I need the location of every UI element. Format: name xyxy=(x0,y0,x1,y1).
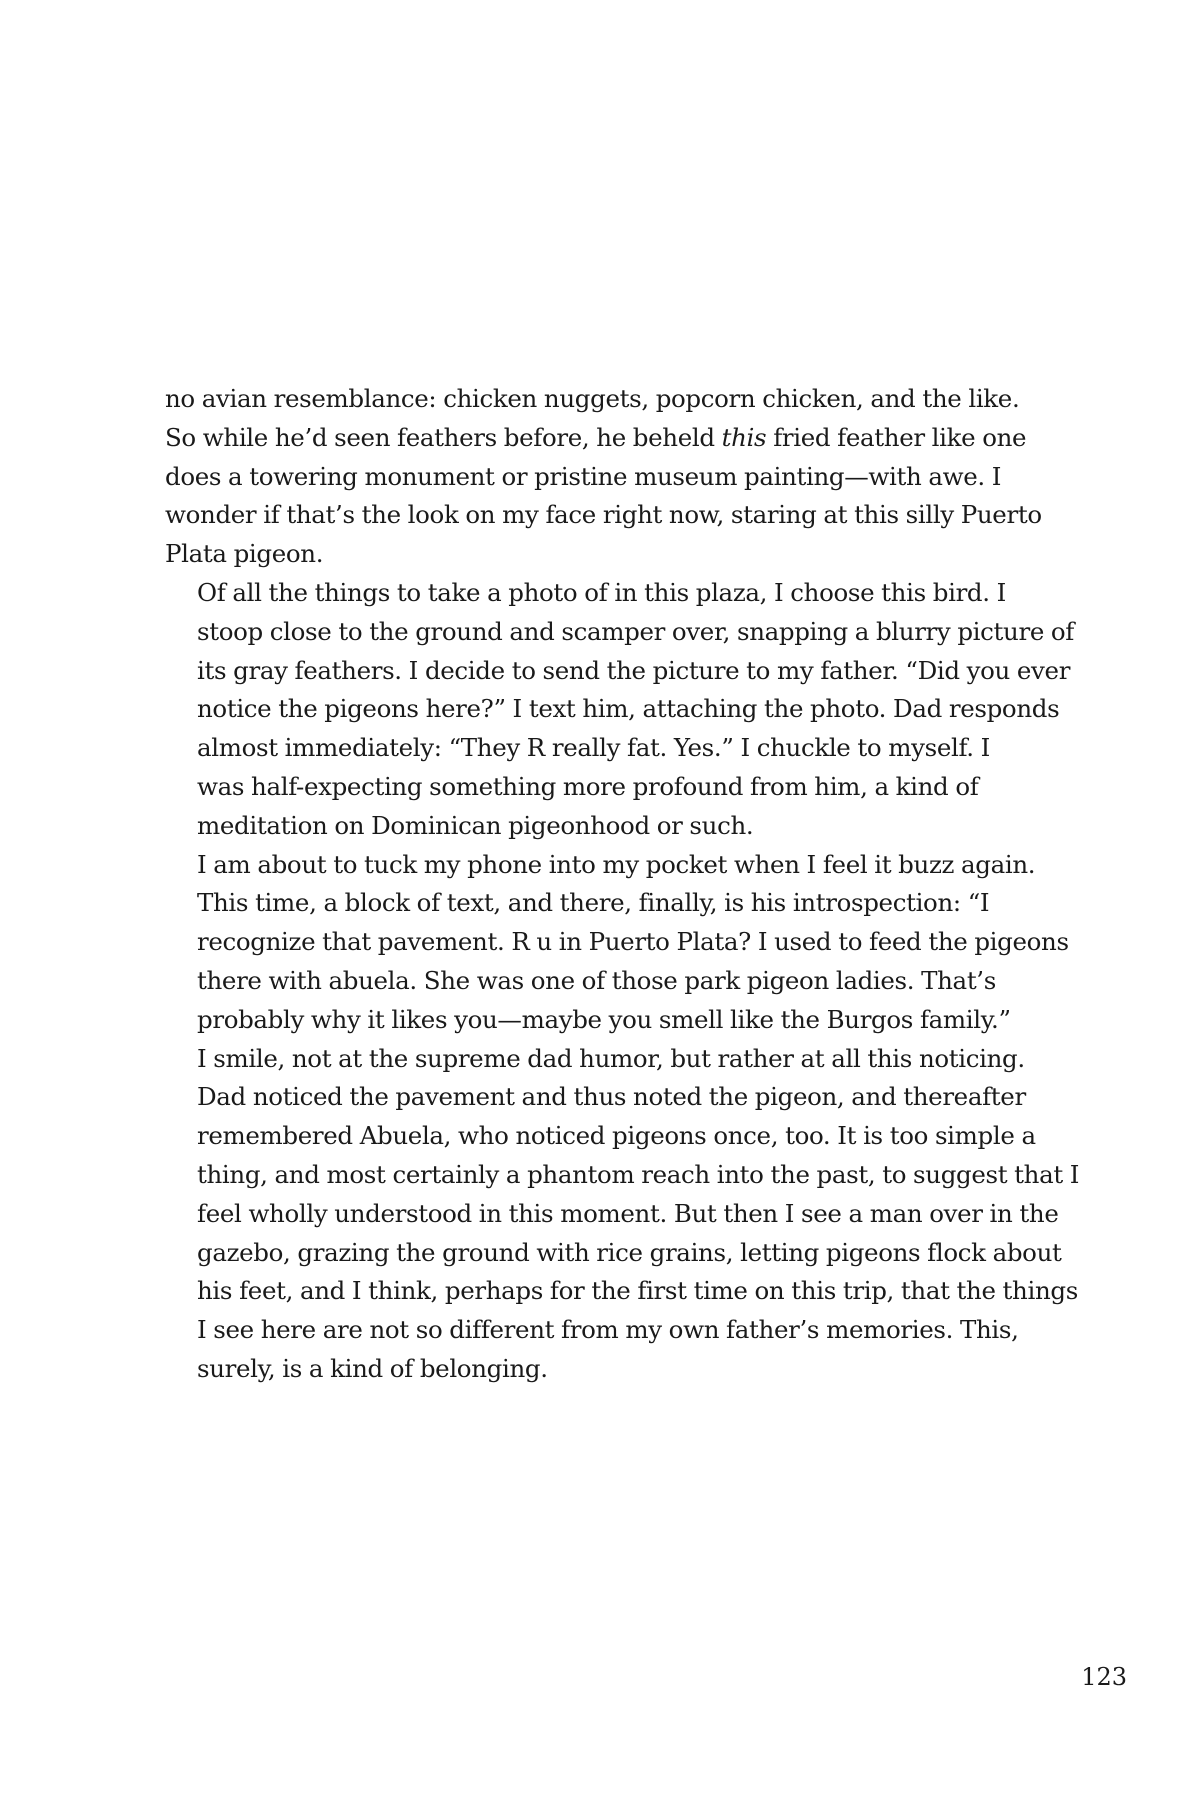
text-line: feel wholly understood in this moment. But then I see a man over in the xyxy=(197,1198,1059,1228)
text-line: meditation on Dominican pigeonhood or such. xyxy=(197,810,754,840)
page-body xyxy=(165,380,1080,1389)
text-line: I am about to tuck my phone into my pocket when I feel it buzz again. xyxy=(197,849,1036,879)
text-line: its gray feathers. I decide to send the picture to my father. “Did you ever xyxy=(197,655,1071,685)
text-line: remembered Abuela, who noticed pigeons once, too. It is too simple a xyxy=(197,1121,1036,1151)
text-line: almost immediately: “They R really fat. Yes.” I chuckle to myself. I xyxy=(197,733,991,763)
text-line: I smile, not at the supreme dad humor, but rather at all this noticing. xyxy=(197,1043,1025,1073)
text-line: I see here are not so different from my own father’s memories. This, xyxy=(197,1315,1019,1345)
text-run: So while he’d seen feathers before, he beheld xyxy=(165,422,722,452)
paragraph-2 xyxy=(165,574,1075,846)
text-line: This time, a block of text, and there, finally, is his introspection: “I xyxy=(197,888,990,918)
text-line: his feet, and I think, perhaps for the first time on this trip, that the things xyxy=(197,1276,1078,1306)
paragraph-4 xyxy=(165,1040,1080,1389)
text-line: no avian resemblance: chicken nuggets, popcorn chicken, and the like. xyxy=(165,384,1020,413)
text-line: notice the pigeons here?” I text him, attaching the photo. Dad responds xyxy=(197,694,1060,724)
text-line: recognize that pavement. R u in Puerto Plata? I used to feed the pigeons xyxy=(197,927,1069,957)
text-line: there with abuela. She was one of those park pigeon ladies. That’s xyxy=(197,965,996,995)
paragraph-1 xyxy=(165,380,1060,574)
paragraph-3 xyxy=(165,846,1069,1040)
page-number: 123 xyxy=(1081,1663,1127,1691)
text-line: stoop close to the ground and scamper over, snapping a blurry picture of xyxy=(197,616,1075,646)
text-line: does a towering monument or pristine museum painting—with awe. I xyxy=(165,461,1002,491)
text-line: Plata pigeon. xyxy=(165,539,324,569)
text-line: thing, and most certainly a phantom reach into the past, to suggest that I xyxy=(197,1159,1080,1189)
text-line: gazebo, grazing the ground with rice grains, letting pigeons flock about xyxy=(197,1237,1062,1267)
emphasis: this xyxy=(721,422,767,452)
text-line: surely, is a kind of belonging. xyxy=(197,1353,548,1383)
text-line: Dad noticed the pavement and thus noted the pigeon, and thereafter xyxy=(197,1082,1026,1112)
text-line: was half-expecting something more profound from him, a kind of xyxy=(197,771,979,801)
text-line: wonder if that’s the look on my face right now, staring at this silly Puerto xyxy=(165,500,1042,530)
text-line: Of all the things to take a photo of in this plaza, I choose this bird. I xyxy=(197,577,1006,607)
text-run: fried feather like one xyxy=(766,422,1027,452)
text-line: probably why it likes you—maybe you smell like the Burgos family.” xyxy=(197,1004,1011,1034)
text-line xyxy=(165,419,1060,458)
